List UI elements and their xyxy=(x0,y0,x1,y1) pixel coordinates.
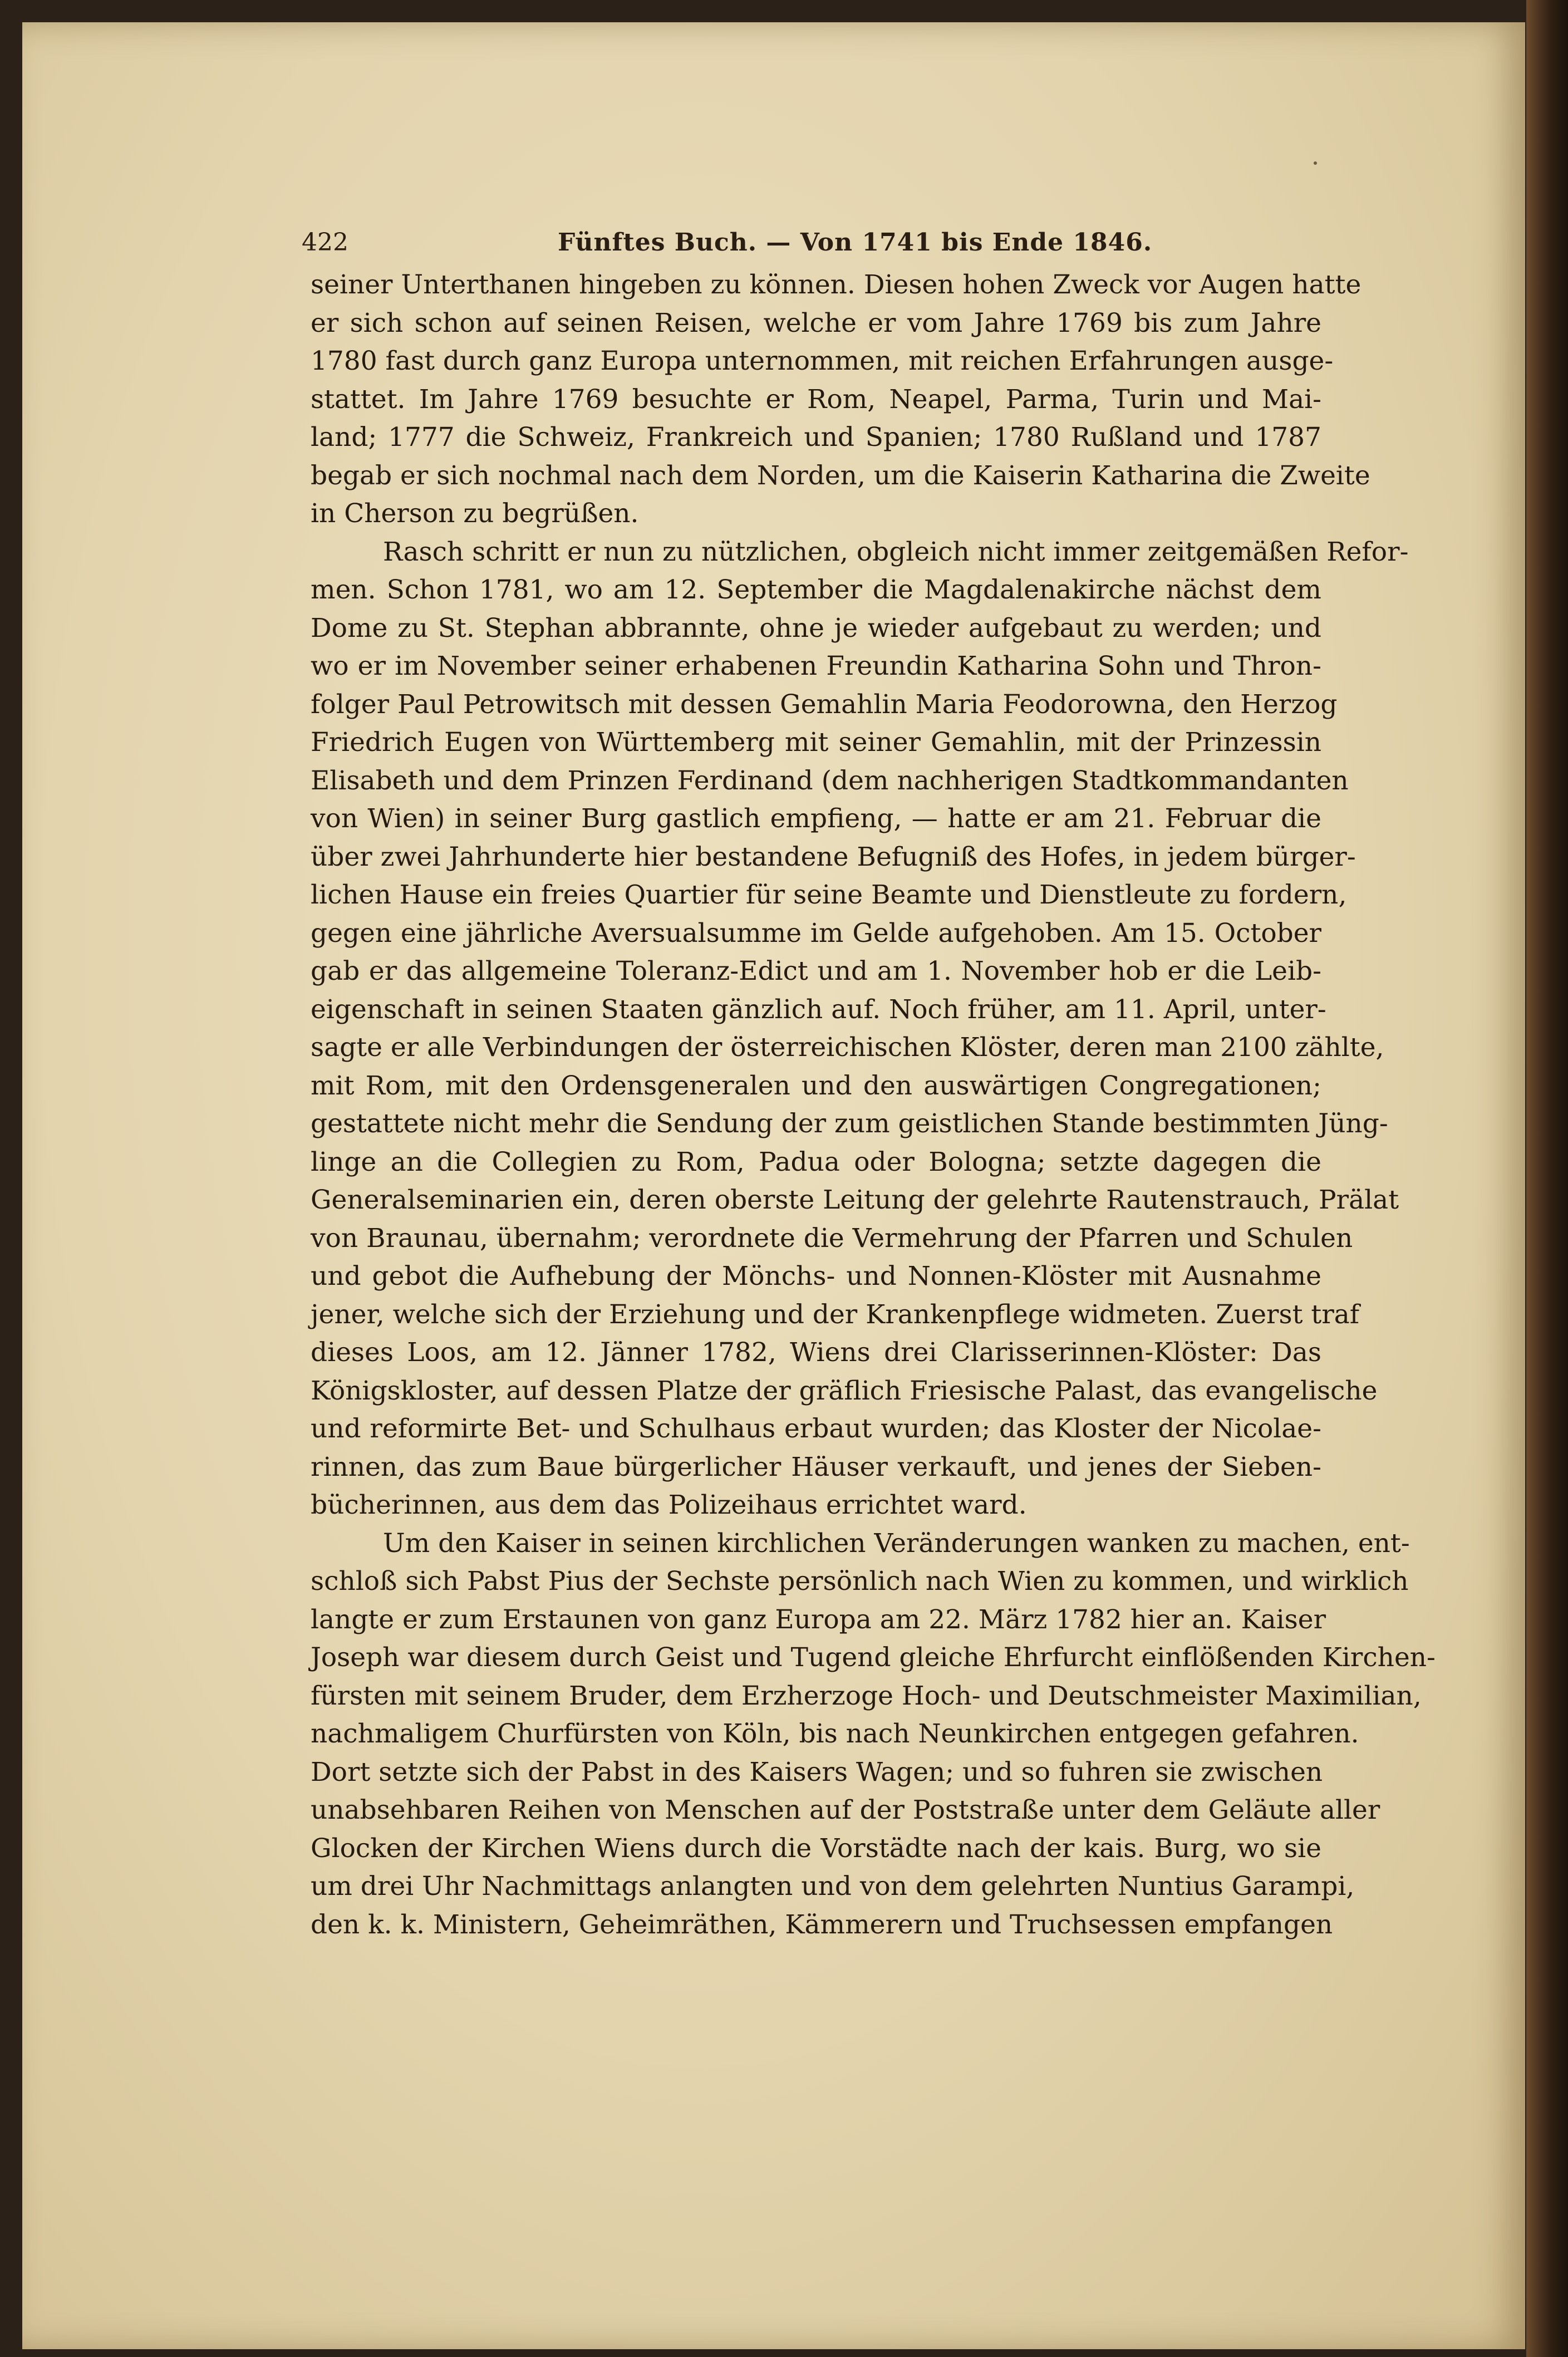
page-header xyxy=(291,223,1326,267)
text-line: wo er im November seiner erhabenen Freundin Katharina Sohn und Thron- xyxy=(311,651,1321,681)
text-line: Joseph war diesem durch Geist und Tugend gleiche Ehrfurcht einflößenden Kirchen- xyxy=(311,1642,1436,1673)
text-line: eigenschaft in seinen Staaten gänzlich auf. Noch früher, am 11. April, unter- xyxy=(311,994,1326,1025)
text-line: Um den Kaiser in seinen kirchlichen Veränderungen wanken zu machen, ent- xyxy=(383,1528,1410,1559)
paragraph xyxy=(311,1525,1436,1944)
text-line: gestattete nicht mehr die Sendung der zum geistlichen Stande bestimmten Jüng- xyxy=(311,1108,1388,1139)
text-line: über zwei Jahrhunderte hier bestandene Befugniß des Hofes, in jedem bürger- xyxy=(311,841,1356,872)
text-line: unabsehbaren Reihen von Menschen auf der Poststraße unter dem Geläute aller xyxy=(311,1795,1380,1825)
text-line: men. Schon 1781, wo am 12. September die Magdalenakirche nächst dem xyxy=(311,574,1321,605)
text-line: er sich schon auf seinen Reisen, welche er vom Jahre 1769 bis zum Jahre xyxy=(311,307,1321,338)
text-line: gab er das allgemeine Toleranz-Edict und am 1. November hob er die Leib- xyxy=(311,956,1321,986)
text-line: linge an die Collegien zu Rom, Padua oder Bologna; setzte dagegen die xyxy=(311,1146,1321,1177)
body-text xyxy=(311,266,1436,1944)
text-line: sagte er alle Verbindungen der österreichischen Klöster, deren man 2100 zählte, xyxy=(311,1032,1384,1063)
text-line: den k. k. Ministern, Geheimräthen, Kämmerern und Truchsessen empfangen xyxy=(311,1909,1333,1940)
text-line: jener, welche sich der Erziehung und der Krankenpflege widmeten. Zuerst traf xyxy=(311,1299,1360,1330)
text-line: Generalseminarien ein, deren oberste Leitung der gelehrte Rautenstrauch, Prälat xyxy=(311,1185,1399,1215)
page-number: 422 xyxy=(302,228,348,257)
text-line: in Cherson zu begrüßen. xyxy=(311,498,639,529)
text-line: um drei Uhr Nachmittags anlangten und von dem gelehrten Nuntius Garampi, xyxy=(311,1871,1355,1902)
text-line: lichen Hause ein freies Quartier für seine Beamte und Dienstleute zu fordern, xyxy=(311,880,1347,910)
text-line: folger Paul Petrowitsch mit dessen Gemahlin Maria Feodorowna, den Herzog xyxy=(311,689,1338,720)
text-line: und gebot die Aufhebung der Mönchs- und Nonnen-Klöster mit Ausnahme xyxy=(311,1261,1321,1292)
text-line: Rasch schritt er nun zu nützlichen, obgleich nicht immer zeitgemäßen Refor- xyxy=(383,536,1409,567)
text-line: begab er sich nochmal nach dem Norden, um die Kaiserin Katharina die Zweite xyxy=(311,460,1370,491)
text-line: von Braunau, übernahm; verordnete die Vermehrung der Pfarren und Schulen xyxy=(311,1222,1353,1254)
text-line: schloß sich Pabst Pius der Sechste persönlich nach Wien zu kommen, und wirklich xyxy=(311,1566,1409,1597)
text-line: bücherinnen, aus dem das Polizeihaus errichtet ward. xyxy=(311,1490,1027,1520)
paper-speck xyxy=(1314,161,1317,165)
book-binding-edge xyxy=(1526,0,1568,2357)
text-line: Glocken der Kirchen Wiens durch die Vorstädte nach der kais. Burg, wo sie xyxy=(311,1833,1321,1864)
text-line: langte er zum Erstaunen von ganz Europa am 22. März 1782 hier an. Kaiser xyxy=(311,1604,1326,1635)
text-line: dieses Loos, am 12. Jänner 1782, Wiens drei Clarisserinnen-Klöster: Das xyxy=(311,1337,1321,1368)
text-line: mit Rom, mit den Ordensgeneralen und den auswärtigen Congregationen; xyxy=(311,1070,1321,1101)
text-line: und reformirte Bet- und Schulhaus erbaut wurden; das Kloster der Nicolae- xyxy=(311,1413,1321,1444)
text-line: Dort setzte sich der Pabst in des Kaisers Wagen; und so fuhren sie zwischen xyxy=(311,1756,1323,1788)
paragraph xyxy=(311,266,1370,533)
text-line: Elisabeth und dem Prinzen Ferdinand (dem nachherigen Stadtkommandanten xyxy=(311,765,1349,796)
text-line: rinnen, das zum Baue bürgerlicher Häuser verkauft, und jenes der Sieben- xyxy=(311,1451,1321,1482)
text-line: fürsten mit seinem Bruder, dem Erzherzoge Hoch- und Deutschmeister Maximilian, xyxy=(311,1680,1422,1711)
text-line: land; 1777 die Schweiz, Frankreich und Spanien; 1780 Rußland und 1787 xyxy=(311,422,1321,453)
text-line: seiner Unterthanen hingeben zu können. Diesen hohen Zweck vor Augen hatte xyxy=(311,269,1361,300)
running-title: Fünftes Buch. — Von 1741 bis Ende 1846. xyxy=(558,228,1153,257)
text-line: Dome zu St. Stephan abbrannte, ohne je wieder aufgebaut zu werden; und xyxy=(311,612,1321,644)
text-line: stattet. Im Jahre 1769 besuchte er Rom, Neapel, Parma, Turin und Mai- xyxy=(311,384,1321,415)
text-line: gegen eine jährliche Aversualsumme im Gelde aufgehoben. Am 15. October xyxy=(311,917,1321,949)
paragraph xyxy=(311,533,1409,1525)
text-line: nachmaligem Churfürsten von Köln, bis nach Neunkirchen entgegen gefahren. xyxy=(311,1718,1359,1749)
text-line: 1780 fast durch ganz Europa unternommen, mit reichen Erfahrungen ausge- xyxy=(311,346,1334,376)
text-line: von Wien) in seiner Burg gastlich empfieng, — hatte er am 21. Februar die xyxy=(311,803,1321,834)
text-line: Friedrich Eugen von Württemberg mit seiner Gemahlin, mit der Prinzessin xyxy=(311,727,1321,758)
text-line: Königskloster, auf dessen Platze der gräflich Friesische Palast, das evangelische xyxy=(311,1375,1378,1406)
